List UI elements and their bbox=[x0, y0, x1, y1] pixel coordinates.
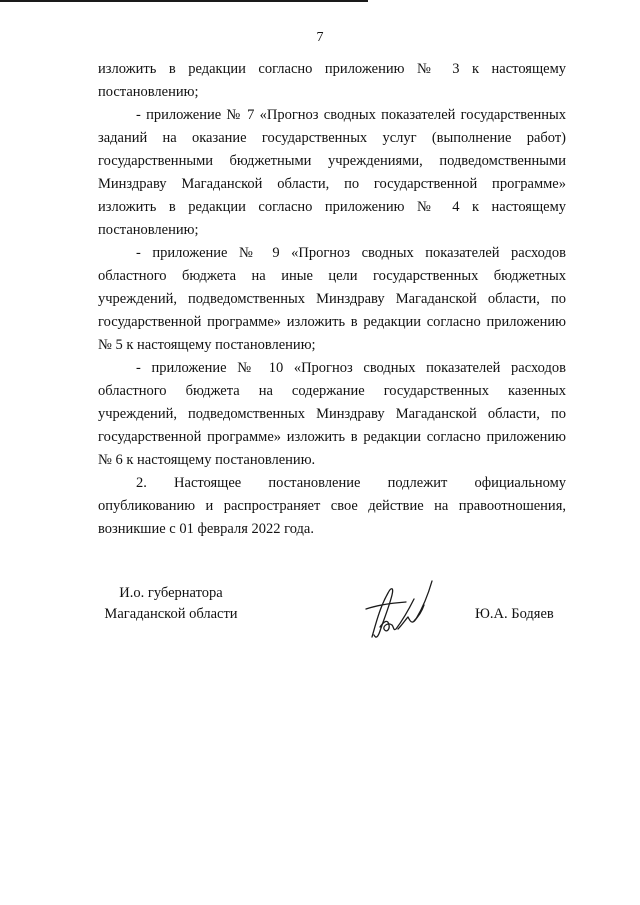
paragraph-clause-2: 2. Настоящее постановление подлежит официальному опубликованию и распространяет свое действие на правоотношения, возникшие с 01 февраля 2022 года. bbox=[98, 475, 566, 537]
document-body bbox=[98, 58, 566, 541]
page-number: 7 bbox=[316, 30, 324, 45]
signature-block bbox=[0, 583, 640, 643]
paragraph-appendix-7: - приложение № 7 «Прогноз сводных показателей государственных заданий на оказание государственных услуг (выполнение работ) государственными бюджетными учреждениями, подведомственными Минздраву Магаданской области, по государственной программе» изложить в редакции согласно приложению № 4 к настоящему постановлению; bbox=[98, 107, 566, 238]
signatory-name: Ю.А. Бодяев bbox=[475, 606, 554, 622]
signatory-title-line1: И.о. губернатора bbox=[119, 585, 223, 601]
handwritten-signature-icon bbox=[358, 575, 438, 647]
signatory-title bbox=[96, 583, 246, 625]
paragraph-appendix-10: - приложение № 10 «Прогноз сводных показателей расходов областного бюджета на содержание государственных казенных учреждений, подведомственных Минздраву Магаданской области, по государственной программе» изложить в редакции согласно приложению № 6 к настоящему постановлению. bbox=[98, 360, 566, 468]
signatory-title-line2: Магаданской области bbox=[104, 606, 238, 622]
top-rule bbox=[0, 0, 368, 2]
paragraph-appendix-9: - приложение № 9 «Прогноз сводных показателей расходов областного бюджета на иные цели государственных бюджетных учреждений, подведомственных Минздраву Магаданской области, по государственной программе» изложить в редакции согласно приложению № 5 к настоящему постановлению; bbox=[98, 245, 566, 353]
paragraph-continuation: изложить в редакции согласно приложению № 3 к настоящему постановлению; bbox=[98, 61, 566, 100]
